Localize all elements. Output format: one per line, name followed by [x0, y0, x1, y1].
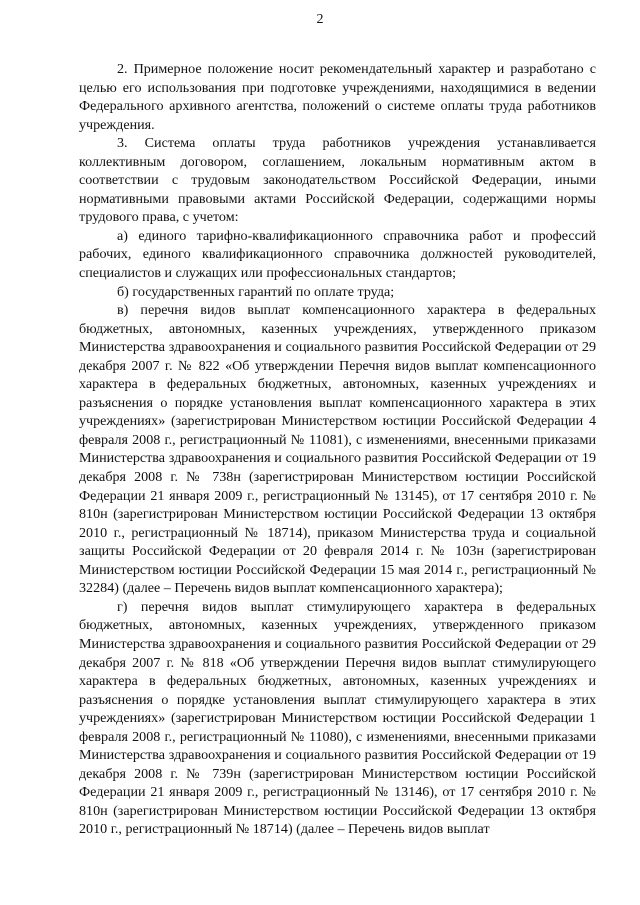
paragraph-2-purpose: 2. Примерное положение носит рекомендательный характер и разработано с целью его использования при подготовке учреждениями, находящимися в ведении Федерального архивного агентства, положений о системе оплаты труда работников учреждения. — [79, 61, 596, 133]
document-body — [79, 60, 596, 839]
page-number: 2 — [316, 12, 324, 27]
paragraph-3-pay-system: 3. Система оплаты труда работников учреждения устанавливается коллективным договором, соглашением, локальным нормативным актом в соответствии с трудовым законодательством Российской Федерации, иными нормативными правовыми актами Российской Федерации, содержащими нормы трудового права, с учетом: — [79, 135, 596, 226]
list-item-v: в) перечня видов выплат компенсационного характера в федеральных бюджетных, автономных, казенных учреждениях, утвержденного приказом Министерства здравоохранения и социального развития Российской Федерации от 29 декабря 2007 г. № 822 «Об утверждении Перечня видов выплат компенсационного характера в федеральных бюджетных, автономных, казенных учреждениях и разъяснения о порядке установления выплат компенсационного характера в этих учреждениях» (зарегистрирован Министерством юстиции Российской Федерации 4 февраля 2008 г., регистрационный № 11081), с изменениями, внесенными приказами Министерства здравоохранения и социального развития Российской Федерации от 19 декабря 2008 г. № 738н (зарегистрирован Министерством юстиции Российской Федерации 21 января 2009 г., регистрационный № 13145), от 17 сентября 2010 г. № 810н (зарегистрирован Министерством юстиции Российской Федерации 13 октября 2010 г., регистрационный № 18714), приказом Министерства труда и социальной защиты Российской Федерации от 20 февраля 2014 г. № 103н (зарегистрирован Министерством юстиции Российской Федерации 15 мая 2014 г., регистрационный № 32284) (далее – Перечень видов выплат компенсационного характера); — [79, 302, 596, 597]
list-item-g: г) перечня видов выплат стимулирующего характера в федеральных бюджетных, автономных, казенных учреждениях, утвержденного приказом Министерства здравоохранения и социального развития Российской Федерации от 29 декабря 2007 г. № 818 «Об утверждении Перечня видов выплат стимулирующего характера в федеральных бюджетных, автономных, казенных учреждениях и разъяснения о порядке установления выплат стимулирующего характера в этих учреждениях» (зарегистрирован Министерством юстиции Российской Федерации 1 февраля 2008 г., регистрационный № 11080), с изменениями, внесенными приказами Министерства здравоохранения и социального развития Российской Федерации от 19 декабря 2008 г. № 739н (зарегистрирован Министерством юстиции Российской Федерации 21 января 2009 г., регистрационный № 13146), от 17 сентября 2010 г. № 810н (зарегистрирован Министерством юстиции Российской Федерации 13 октября 2010 г., регистрационный № 18714) (далее – Перечень видов выплат — [79, 598, 596, 838]
list-item-a: а) единого тарифно-квалификационного справочника работ и профессий рабочих, единого квалификационного справочника должностей руководителей, специалистов и служащих или профессиональных стандартов; — [79, 227, 596, 282]
list-item-b: б) государственных гарантий по оплате труда; — [117, 283, 395, 300]
